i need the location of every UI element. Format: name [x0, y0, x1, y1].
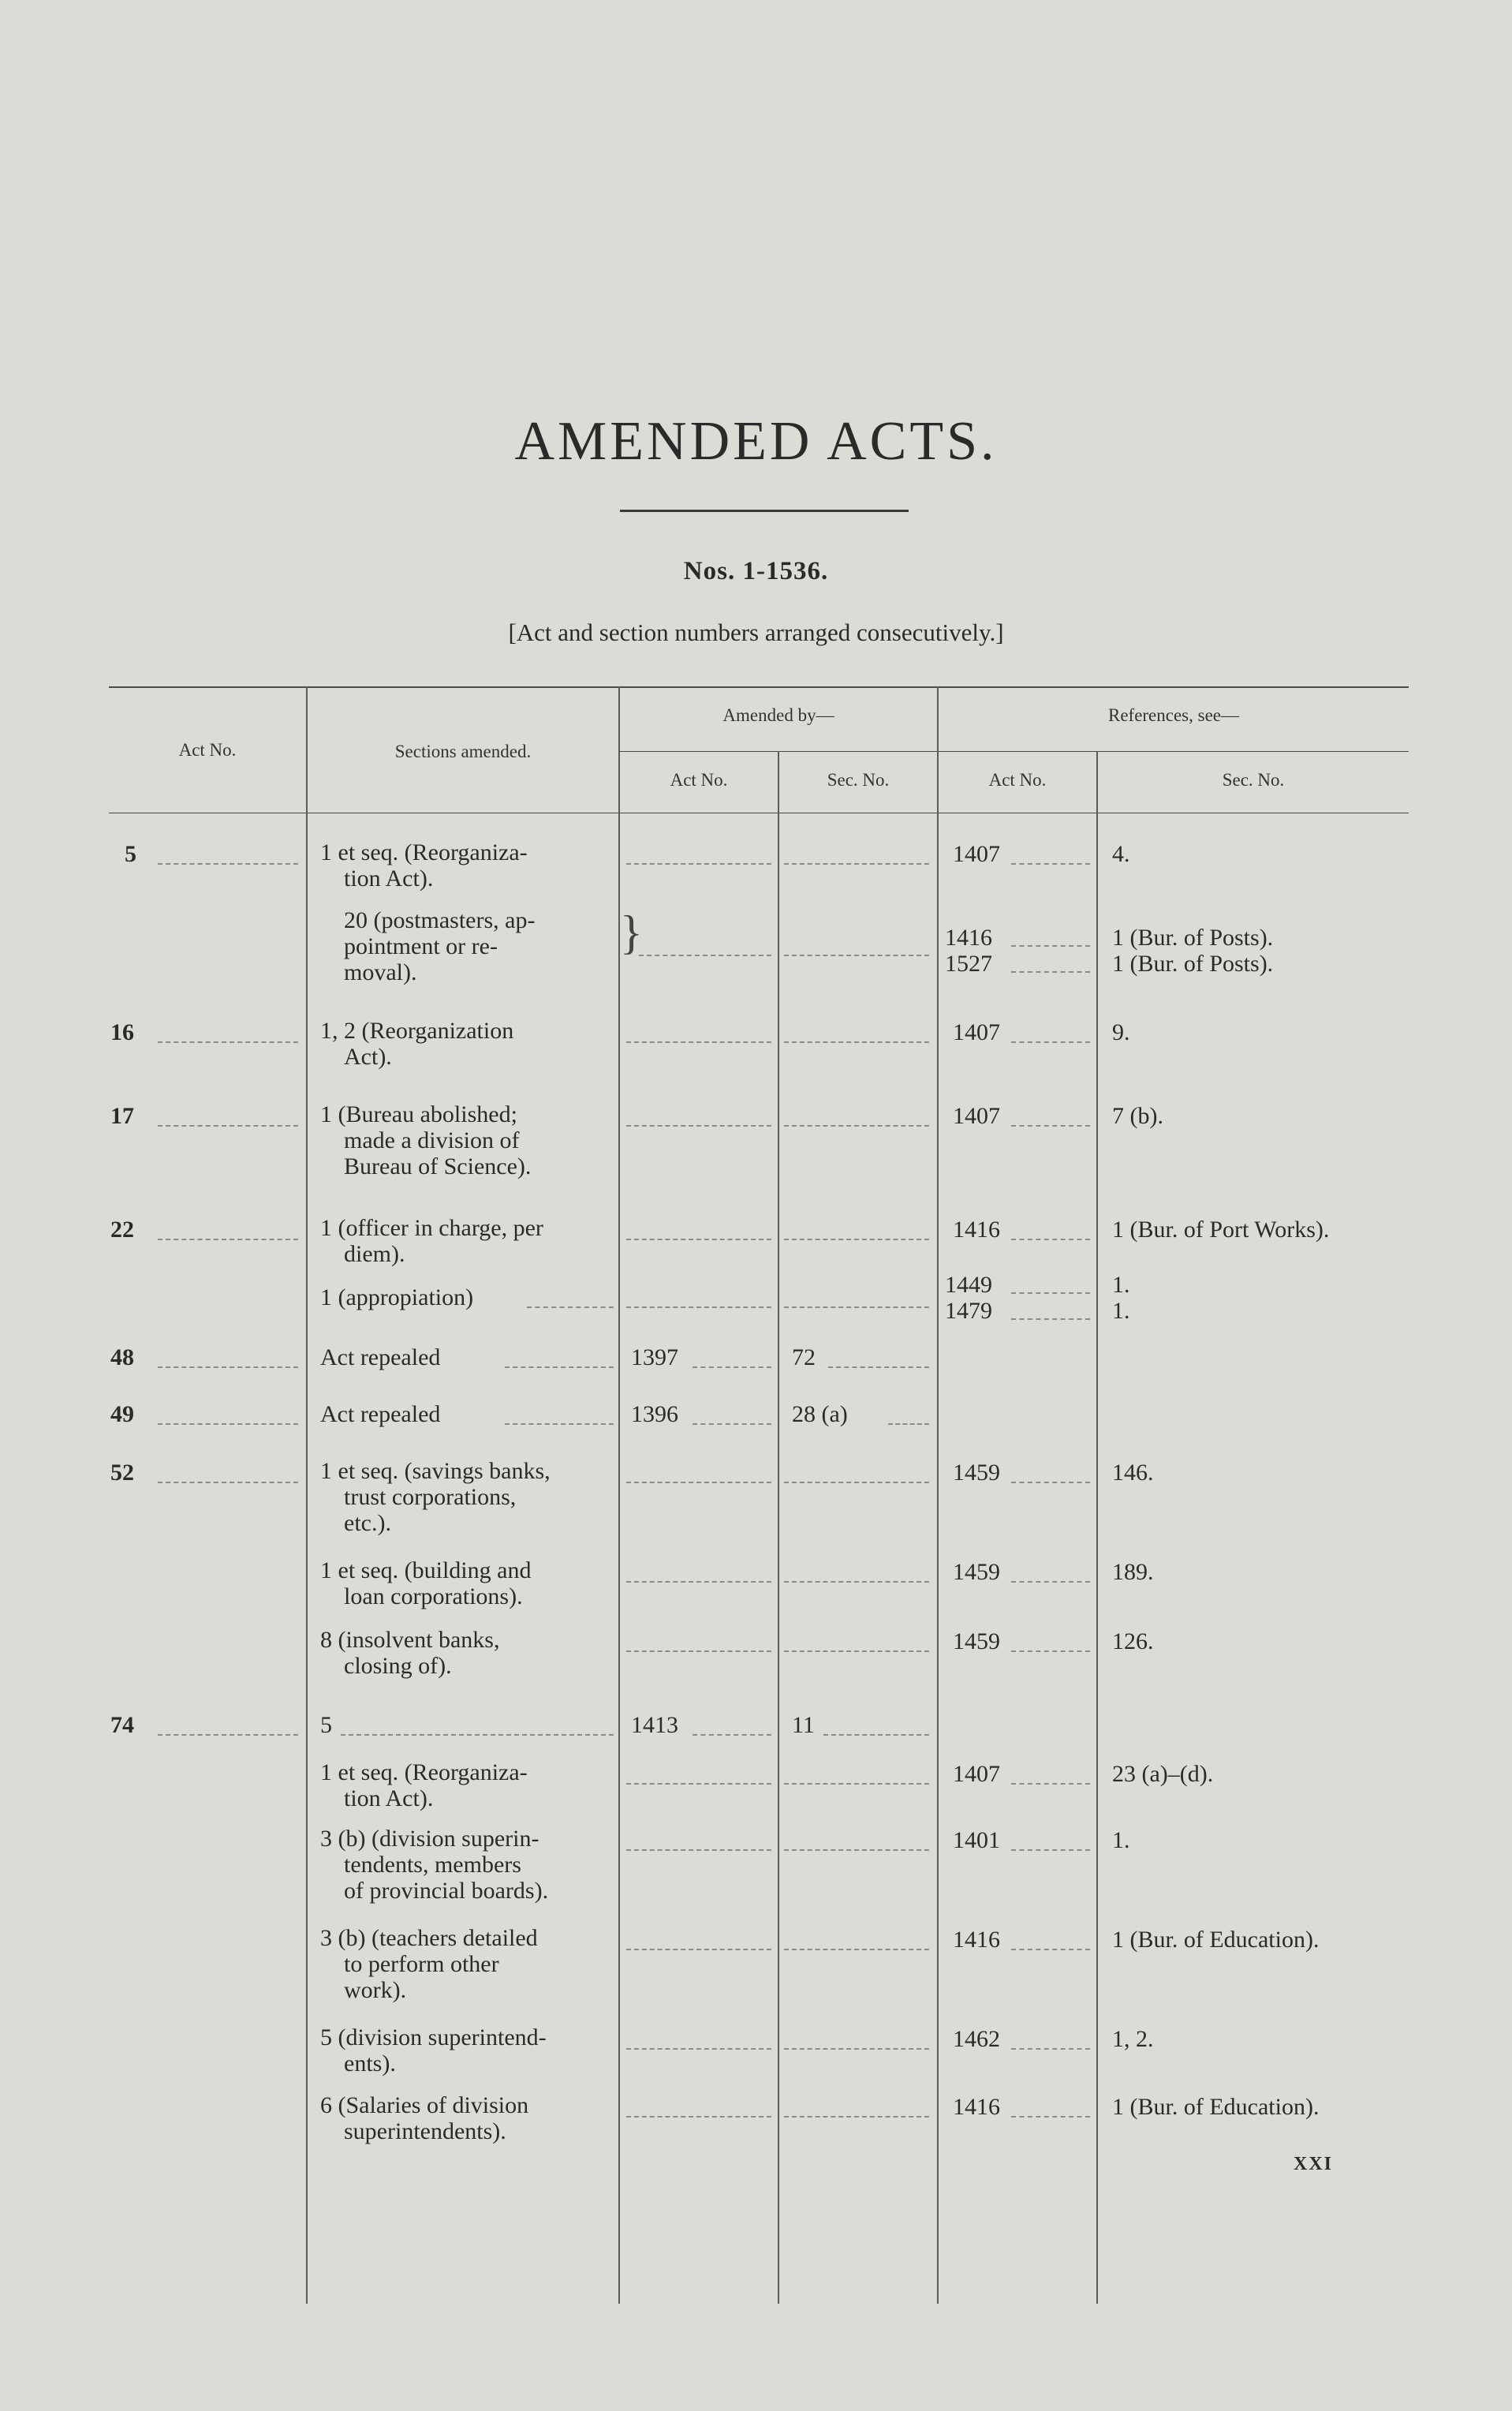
sections-amended: 1, 2 (Reorganization: [320, 1018, 514, 1044]
sections-amended: of provincial boards).: [344, 1878, 549, 1904]
reference-sec: 1.: [1112, 1298, 1130, 1324]
header-amended-sec-no: Sec. No.: [827, 770, 890, 790]
leader-dots: [1011, 1318, 1090, 1320]
column-divider: [306, 686, 308, 2304]
leader-dots: [626, 1581, 771, 1583]
leader-dots: [158, 1041, 298, 1043]
leader-dots: [784, 1949, 929, 1950]
leader-dots: [626, 1125, 771, 1127]
reference-sec: 126.: [1112, 1628, 1154, 1654]
reference-sec: 1 (Bur. of Education).: [1112, 1927, 1320, 1953]
leader-dots: [158, 1125, 298, 1127]
leader-dots: [693, 1734, 771, 1736]
header-ref-act-no: Act No.: [988, 770, 1047, 790]
leader-dots: [784, 2116, 929, 2118]
reference-act: 1407: [953, 1019, 1000, 1045]
leader-dots: [823, 1734, 929, 1736]
brace-icon: }: [620, 906, 643, 959]
sections-amended: ents).: [344, 2050, 396, 2076]
sections-amended: superintendents).: [344, 2118, 506, 2144]
leader-dots: [639, 955, 771, 956]
amended-act: 1397: [631, 1344, 678, 1370]
sections-amended: loan corporations).: [344, 1583, 523, 1609]
reference-act: 1401: [953, 1827, 1000, 1853]
sections-amended: 1 (Bureau abolished;: [320, 1101, 517, 1127]
sections-amended: Act repealed: [320, 1344, 441, 1370]
sections-amended: work).: [344, 1977, 407, 2003]
act-number: 48: [110, 1344, 134, 1370]
sections-amended: 1 et seq. (Reorganiza-: [320, 1759, 528, 1785]
leader-dots: [693, 1423, 771, 1425]
reference-act: 1416: [953, 1217, 1000, 1243]
reference-act: 1416: [953, 1927, 1000, 1953]
leader-dots: [158, 1423, 298, 1425]
arrangement-note: [Act and section numbers arranged consecutively.]: [508, 619, 1004, 646]
reference-sec: 1 (Bur. of Port Works).: [1112, 1217, 1330, 1243]
leader-dots: [784, 1306, 929, 1308]
table-top-rule: [109, 686, 1409, 688]
leader-dots: [1011, 1783, 1090, 1785]
reference-act: 1479: [945, 1298, 992, 1324]
sections-amended: 5 (division superintend-: [320, 2024, 547, 2050]
reference-act: 1459: [953, 1628, 1000, 1654]
sections-amended: 20 (postmasters, ap-: [344, 907, 536, 933]
sections-amended: tion Act).: [344, 865, 434, 892]
reference-act: 1459: [953, 1460, 1000, 1486]
leader-dots: [784, 1041, 929, 1043]
sections-amended: etc.).: [344, 1510, 391, 1536]
header-act-no: Act No.: [178, 740, 237, 760]
act-number: 16: [110, 1019, 134, 1045]
header-ref-sec-no: Sec. No.: [1222, 770, 1285, 790]
sections-amended: 1 et seq. (building and: [320, 1557, 532, 1583]
sections-amended: moval).: [344, 959, 417, 985]
leader-dots: [784, 1849, 929, 1851]
sections-amended: 1 et seq. (savings banks,: [320, 1458, 551, 1484]
sections-amended: Act repealed: [320, 1401, 441, 1427]
sections-amended: to perform other: [344, 1951, 499, 1977]
leader-dots: [784, 2048, 929, 2050]
leader-dots: [626, 1949, 771, 1950]
reference-sec: 1 (Bur. of Posts).: [1112, 925, 1274, 951]
sections-amended: 5: [320, 1712, 332, 1738]
leader-dots: [158, 863, 298, 865]
column-divider: [937, 686, 939, 2304]
amended-act: 1396: [631, 1401, 678, 1427]
leader-dots: [1011, 945, 1090, 947]
sections-amended: pointment or re-: [344, 933, 498, 959]
amended-sec: 11: [792, 1712, 815, 1738]
sections-amended: 1 (appropiation): [320, 1284, 474, 1310]
reference-act: 1416: [953, 2094, 1000, 2120]
leader-dots: [784, 1482, 929, 1483]
leader-dots: [888, 1423, 929, 1425]
reference-sec: 146.: [1112, 1460, 1154, 1486]
leader-dots: [784, 1783, 929, 1785]
amended-act: 1413: [631, 1712, 678, 1738]
leader-dots: [626, 2116, 771, 2118]
act-number: 17: [110, 1103, 134, 1129]
subheader-rule: [620, 751, 1409, 752]
act-number: 52: [110, 1460, 134, 1486]
leader-dots: [784, 955, 929, 956]
subtitle: Nos. 1-1536.: [683, 557, 829, 585]
page-number: XXI: [1294, 2154, 1334, 2174]
leader-dots: [1011, 863, 1090, 865]
sections-amended: 3 (b) (division superin-: [320, 1826, 539, 1852]
reference-act: 1407: [953, 1761, 1000, 1787]
leader-dots: [527, 1306, 614, 1308]
leader-dots: [1011, 1581, 1090, 1583]
amended-sec: 28 (a): [792, 1401, 848, 1427]
sections-amended: 1 (officer in charge, per: [320, 1215, 543, 1241]
leader-dots: [626, 1783, 771, 1785]
leader-dots: [1011, 1125, 1090, 1127]
reference-act: 1462: [953, 2026, 1000, 2052]
header-amended-act-no: Act No.: [670, 770, 728, 790]
leader-dots: [1011, 1041, 1090, 1043]
leader-dots: [828, 1366, 929, 1368]
leader-dots: [1011, 1239, 1090, 1240]
reference-act: 1407: [953, 1103, 1000, 1129]
reference-sec: 1 (Bur. of Education).: [1112, 2094, 1320, 2120]
leader-dots: [784, 1650, 929, 1652]
act-number: 49: [110, 1401, 134, 1427]
header-sections-amended: Sections amended.: [394, 742, 532, 761]
sections-amended: trust corporations,: [344, 1484, 517, 1510]
leader-dots: [1011, 971, 1090, 973]
leader-dots: [505, 1423, 614, 1425]
header-amended-by: Amended by—: [722, 705, 834, 725]
leader-dots: [158, 1239, 298, 1240]
leader-dots: [784, 1125, 929, 1127]
reference-act: 1407: [953, 841, 1000, 867]
reference-act: 1459: [953, 1559, 1000, 1585]
leader-dots: [1011, 1482, 1090, 1483]
leader-dots: [693, 1366, 771, 1368]
leader-dots: [1011, 1292, 1090, 1294]
leader-dots: [158, 1482, 298, 1483]
leader-dots: [1011, 1949, 1090, 1950]
page-title: AMENDED ACTS.: [514, 411, 998, 472]
sections-amended: diem).: [344, 1241, 405, 1267]
leader-dots: [1011, 2048, 1090, 2050]
leader-dots: [158, 1366, 298, 1368]
sections-amended: 3 (b) (teachers detailed: [320, 1925, 538, 1951]
act-number: 74: [110, 1712, 134, 1738]
reference-sec: 23 (a)–(d).: [1112, 1761, 1214, 1787]
leader-dots: [784, 1239, 929, 1240]
leader-dots: [626, 1239, 771, 1240]
sections-amended: tendents, members: [344, 1852, 521, 1878]
leader-dots: [784, 1581, 929, 1583]
title-rule: [620, 510, 909, 512]
leader-dots: [1011, 2116, 1090, 2118]
sections-amended: 6 (Salaries of division: [320, 2092, 529, 2118]
leader-dots: [158, 1734, 298, 1736]
sections-amended: 8 (insolvent banks,: [320, 1627, 500, 1653]
reference-act: 1527: [945, 951, 992, 977]
sections-amended: 1 et seq. (Reorganiza-: [320, 839, 528, 865]
reference-sec: 9.: [1112, 1019, 1130, 1045]
leader-dots: [626, 1306, 771, 1308]
leader-dots: [505, 1366, 614, 1368]
leader-dots: [1011, 1650, 1090, 1652]
header-references: References, see—: [1107, 705, 1240, 725]
leader-dots: [626, 2048, 771, 2050]
sections-amended: Act).: [344, 1044, 392, 1070]
act-number: 5: [125, 841, 136, 867]
column-divider: [778, 751, 779, 2304]
leader-dots: [626, 1041, 771, 1043]
column-divider: [1096, 751, 1098, 2304]
sections-amended: tion Act).: [344, 1785, 434, 1811]
sections-amended: closing of).: [344, 1653, 452, 1679]
amended-sec: 72: [792, 1344, 816, 1370]
leader-dots: [341, 1734, 614, 1736]
reference-sec: 1.: [1112, 1827, 1130, 1853]
reference-sec: 1.: [1112, 1272, 1130, 1298]
act-number: 22: [110, 1217, 134, 1243]
sections-amended: Bureau of Science).: [344, 1153, 532, 1179]
reference-act: 1449: [945, 1272, 992, 1298]
leader-dots: [626, 863, 771, 865]
reference-sec: 189.: [1112, 1559, 1154, 1585]
leader-dots: [1011, 1849, 1090, 1851]
reference-act: 1416: [945, 925, 992, 951]
leader-dots: [626, 1650, 771, 1652]
leader-dots: [626, 1849, 771, 1851]
reference-sec: 1 (Bur. of Posts).: [1112, 951, 1274, 977]
reference-sec: 7 (b).: [1112, 1103, 1163, 1129]
leader-dots: [784, 863, 929, 865]
sections-amended: made a division of: [344, 1127, 520, 1153]
reference-sec: 1, 2.: [1112, 2026, 1154, 2052]
leader-dots: [626, 1482, 771, 1483]
reference-sec: 4.: [1112, 841, 1130, 867]
